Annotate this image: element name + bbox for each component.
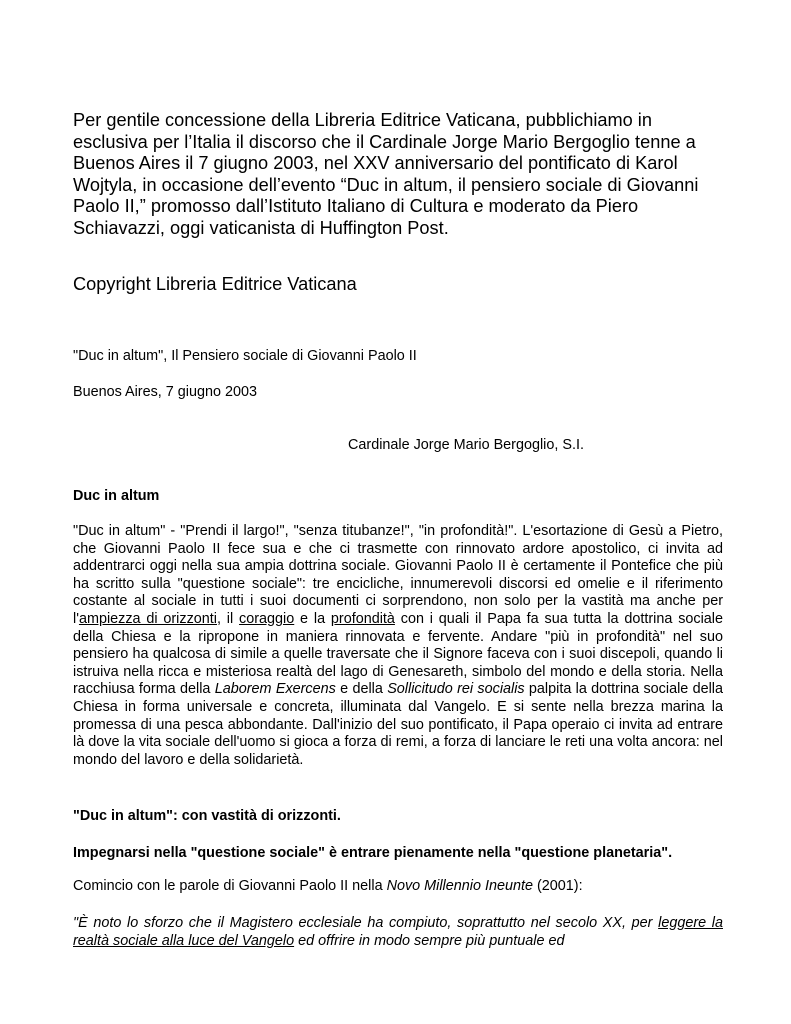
body-text: palpita la dottrina sociale della Chiesa in forma universale e concreta, illuminata dal Vangelo. E si sente nella brezza marina la promessa di una pesca abbondante. Dall'inizio del suo pontificato, il Papa operaio ci invita ad entrare là dove la vita sociale dell'uomo si gioca a forza di remi, a forza di lanciare le reti una volta ancora: nel mondo del lavoro e della solidarietà. [73,681,723,768]
body-text: , il [216,610,240,627]
speech-title: "Duc in altum", Il Pensiero sociale di Giovanni Paolo II [73,348,417,364]
body-paragraph [73,523,723,769]
section-heading-vastita: "Duc in altum": con vastità di orizzonti. [73,808,341,824]
italic-title: Laborem Exercens [214,681,336,698]
quote-text: ed offrire in modo sempre più puntuale ed [294,933,565,949]
italic-title: Sollicitudo rei socialis [387,681,525,698]
underlined-text: profondità [330,610,395,627]
underlined-text: coraggio [239,610,295,627]
quote-text: "È noto lo sforzo che il Magistero ecclesiale ha compiuto, soprattutto nel secolo XX, per [73,915,659,931]
lead-text: Comincio con le parole di Giovanni Paolo II nella [73,878,387,894]
italic-title: Novo Millennio Ineunte [386,878,533,894]
section-heading-duc-in-altum: Duc in altum [73,488,160,504]
copyright-line: Copyright Libreria Editrice Vaticana [73,274,357,294]
body-text: e la [294,610,331,627]
body-text: con i quali il Papa fa sua tutta la dottrina sociale della Chiesa e la ripropone in maniera rinnovata e fervente. Andare "più in profondità" nel suo pensiero ha qualcosa di simile a quelle traversate che il Signore faceva con i suoi discepoli, quando li istruiva nella ricca e misteriosa realtà del lago di Genesareth, simbolo del mondo e della storia. Nella racchiusa forma della [73,610,724,698]
underlined-text: ampiezza di orizzonti [78,610,217,627]
lead-sentence [73,878,583,895]
author-line: Cardinale Jorge Mario Bergoglio, S.I. [348,437,584,453]
lead-text: (2001): [532,878,583,894]
body-text: "Duc in altum" - "Prendi il largo!", "senza titubanze!", "in profondità!". L'esortazione di Gesù a Pietro, che Giovanni Paolo II fece sua e che ci trasmette con rinnovato ardore apostolico, ci invita ad addentrarci oggi nella sua ampia dottrina sociale. Giovanni Paolo II è certamente il Pontefice che più ha scritto sulla "questione sociale": tre encicliche, innumerevoli discorsi ed omelie e il riferimento costante al sociale in tutti i suoi documenti ci sorprendono, non solo per la vastità ma anche per l' [73,523,723,627]
underlined-text: leggere la realtà sociale alla luce del Vangelo [73,915,723,949]
section-subheading-questione: Impegnarsi nella "questione sociale" è entrare pienamente nella "questione planetaria". [73,845,673,861]
quote-paragraph [73,914,723,950]
intro-paragraph: Per gentile concessione della Libreria Editrice Vaticana, pubblichiamo in esclusiva per l’Italia il discorso che il Cardinale Jorge Mario Bergoglio tenne a Buenos Aires il 7 giugno 2003, nel XXV anniversario del pontificato di Karol Wojtyla, in occasione dell’evento “Duc in altum, il pensiero sociale di Giovanni Paolo II,” promosso dall’Istituto Italiano di Cultura e moderato da Piero Schiavazzi, oggi vaticanista di Huffington Post. [73,110,699,238]
body-text: e della [335,681,388,698]
place-date: Buenos Aires, 7 giugno 2003 [73,384,258,400]
